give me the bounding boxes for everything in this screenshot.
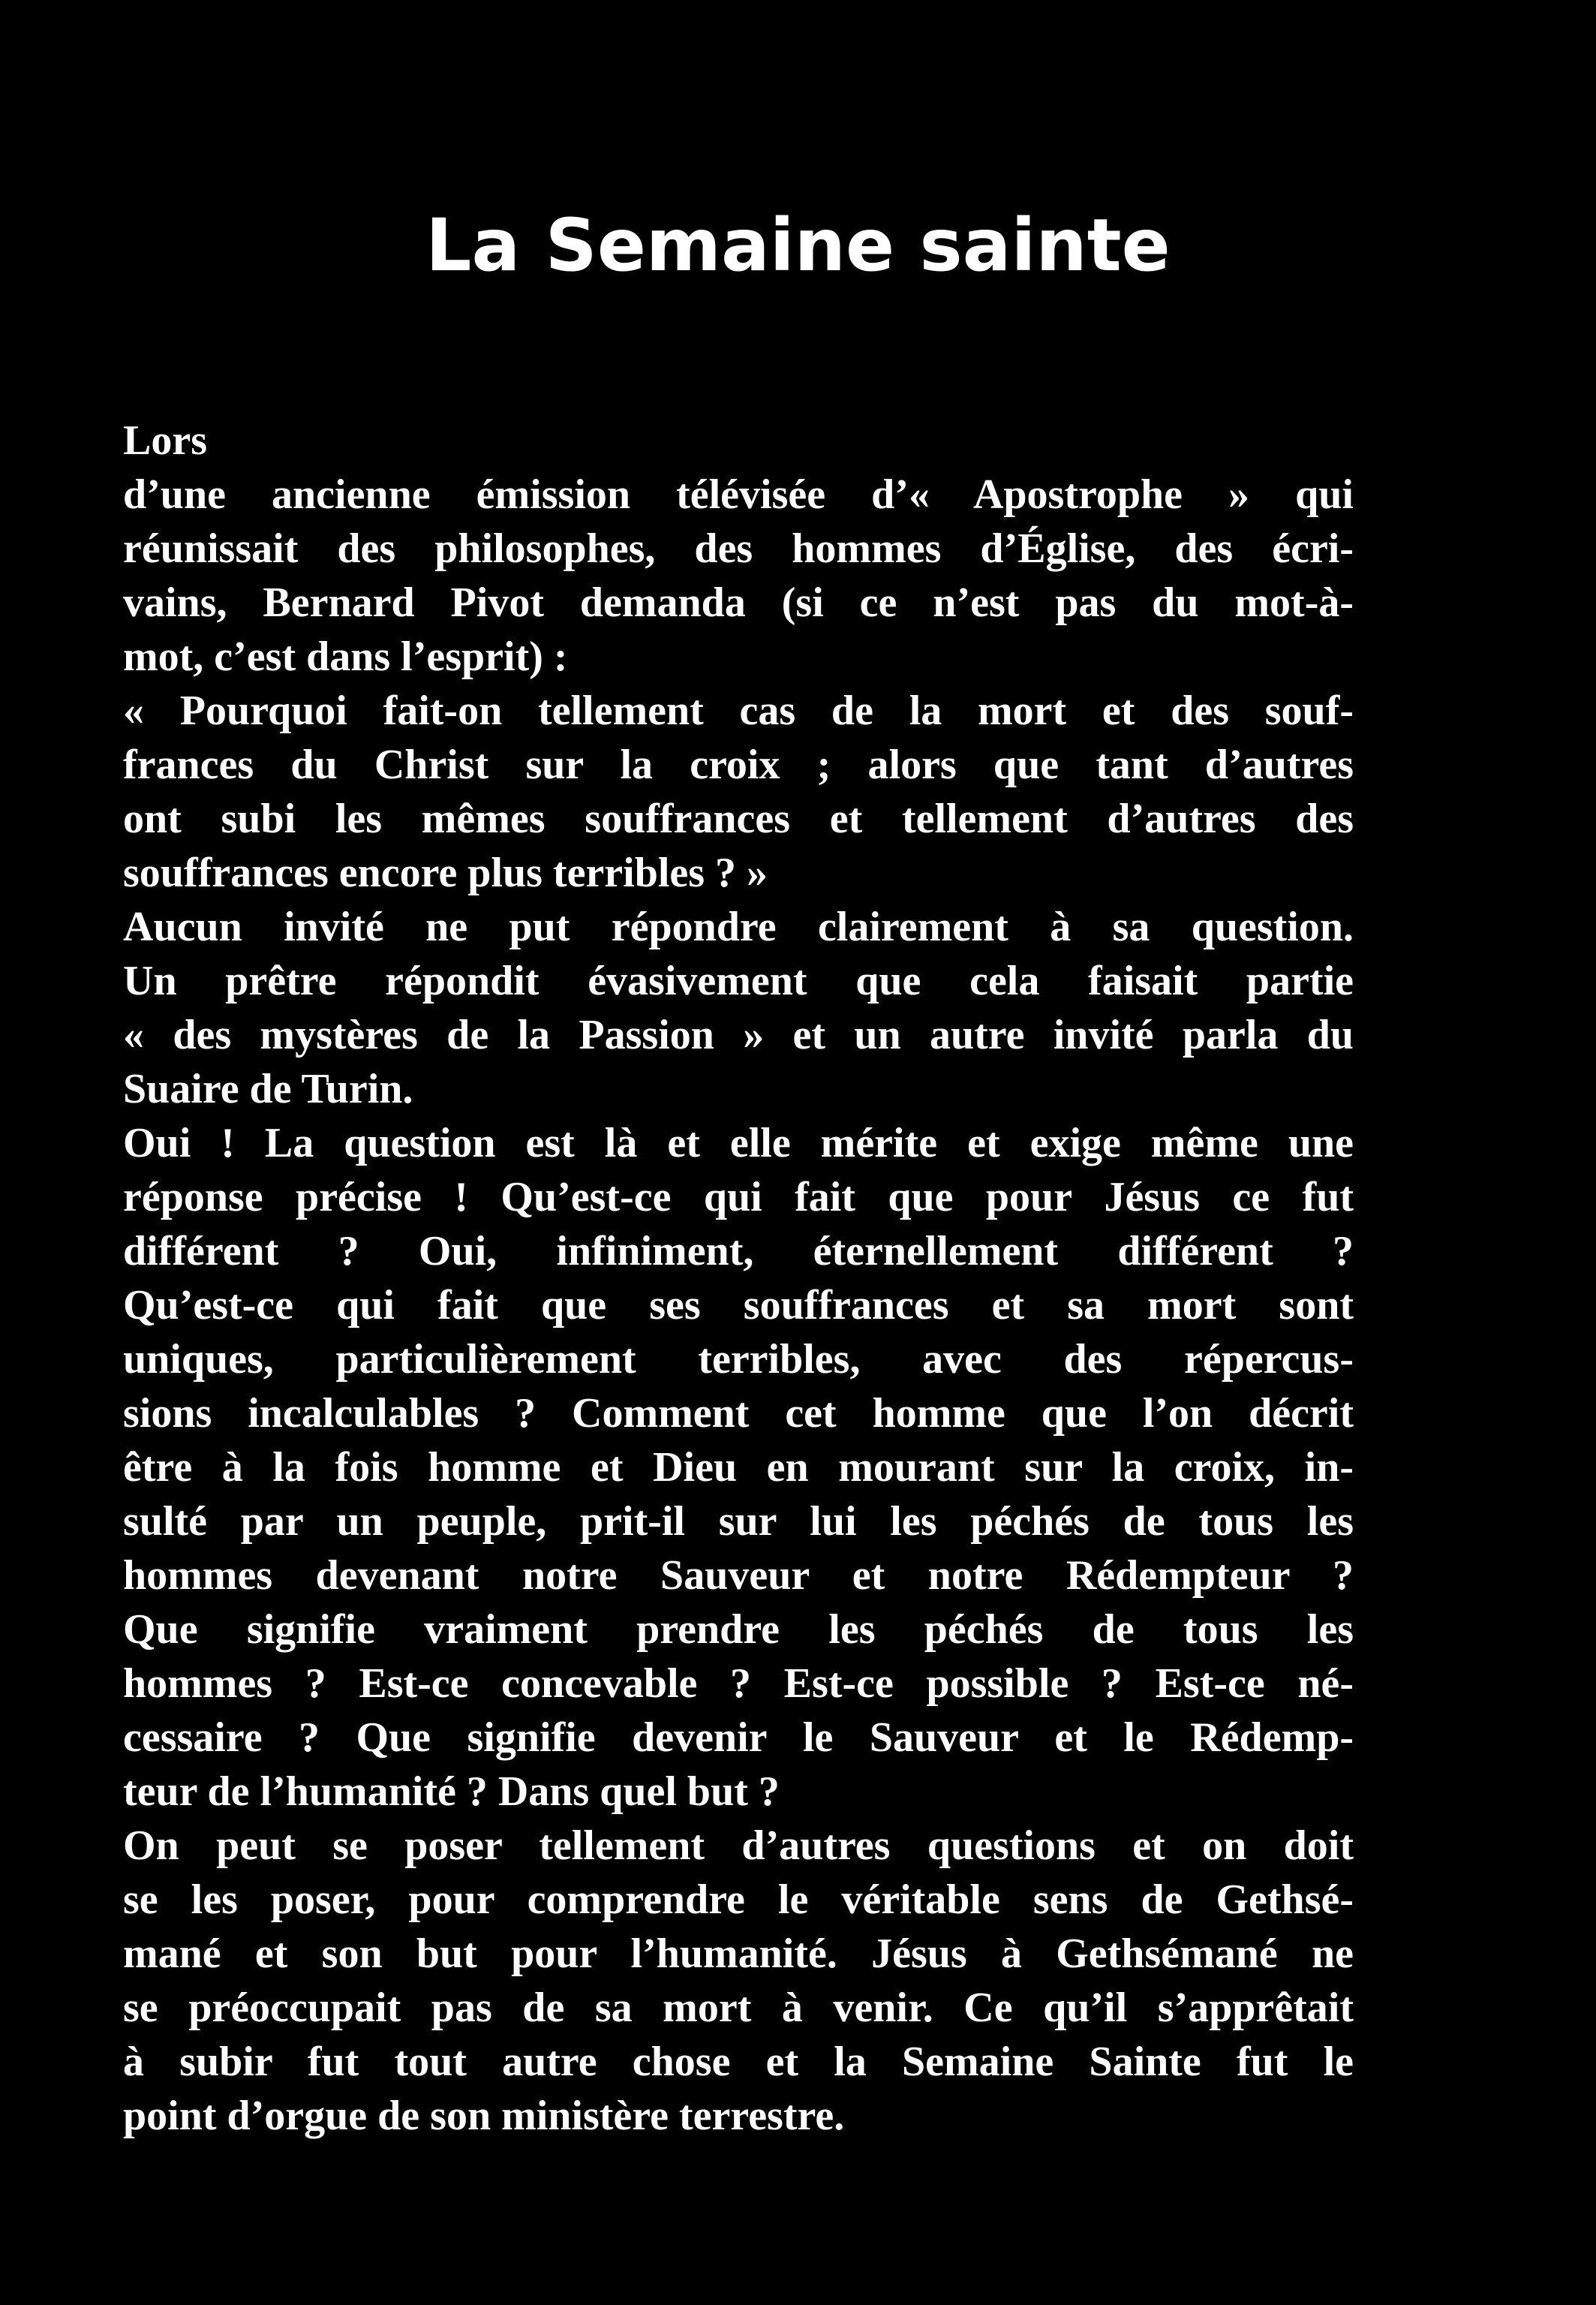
text-line: uniques, particulièrement terribles, avec des répercus- [123,1336,1354,1383]
text-line: teur de l’humanité ? Dans quel but ? [123,1768,780,1815]
text-line: frances du Christ sur la croix ; alors que tant d’autres [123,742,1354,788]
text-line: mané et son but pour l’humanité. Jésus à Gethsémané ne [123,1930,1354,1977]
text-line: souffrances encore plus terribles ? » [123,850,768,896]
page-title: La Semaine sainte [425,203,1171,287]
text-line: Que signifie vraiment prendre les péchés de tous les [123,1606,1354,1653]
text-line: se les poser, pour comprendre le véritable sens de Gethsé- [123,1876,1354,1923]
text-line: vains, Bernard Pivot demanda (si ce n’est pas du mot-à- [123,579,1354,626]
text-line: mot, c’est dans l’esprit) : [123,633,568,680]
text-line: Qu’est-ce qui fait que ses souffrances et sa mort sont [123,1282,1354,1329]
text-line: se préoccupait pas de sa mort à venir. Ce qu’il s’apprêtait [123,1985,1354,2031]
text-line: différent ? Oui, infiniment, éternellement différent ? [123,1228,1354,1274]
text-line: Aucun invité ne put répondre clairement à sa question. [123,904,1354,950]
text-line: sulté par un peuple, prit-il sur lui les péchés de tous les [123,1498,1354,1545]
text-line: « des mystères de la Passion » et un autre invité parla du [123,1012,1354,1058]
text-line: Lors [123,417,207,464]
text-line: Oui ! La question est là et elle mérite et exige même une [123,1120,1354,1166]
body-text [123,414,1354,2143]
text-line: Suaire de Turin. [123,1066,413,1112]
text-line: point d’orgue de son ministère terrestre. [123,2093,845,2139]
text-line: à subir fut tout autre chose et la Semaine Sainte fut le [123,2039,1354,2085]
text-line: hommes devenant notre Sauveur et notre Rédempteur ? [123,1552,1354,1599]
text-line: hommes ? Est-ce concevable ? Est-ce possible ? Est-ce né- [123,1660,1354,1707]
text-line: On peut se poser tellement d’autres questions et on doit [123,1822,1354,1869]
text-line: sions incalculables ? Comment cet homme que l’on décrit [123,1390,1354,1437]
text-line: « Pourquoi fait-on tellement cas de la mort et des souf- [123,688,1354,734]
text-line: ont subi les mêmes souffrances et tellement d’autres des [123,796,1354,842]
text-line: réponse précise ! Qu’est-ce qui fait que pour Jésus ce fut [123,1174,1354,1220]
text-line: cessaire ? Que signifie devenir le Sauveur et le Rédemp- [123,1714,1354,1761]
text-line: réunissait des philosophes, des hommes d’Église, des écri- [123,525,1354,572]
text-line: être à la fois homme et Dieu en mourant sur la croix, in- [123,1444,1354,1491]
text-line: Un prêtre répondit évasivement que cela faisait partie [123,958,1354,1004]
text-line: d’une ancienne émission télévisée d’« Apostrophe » qui [123,471,1354,518]
